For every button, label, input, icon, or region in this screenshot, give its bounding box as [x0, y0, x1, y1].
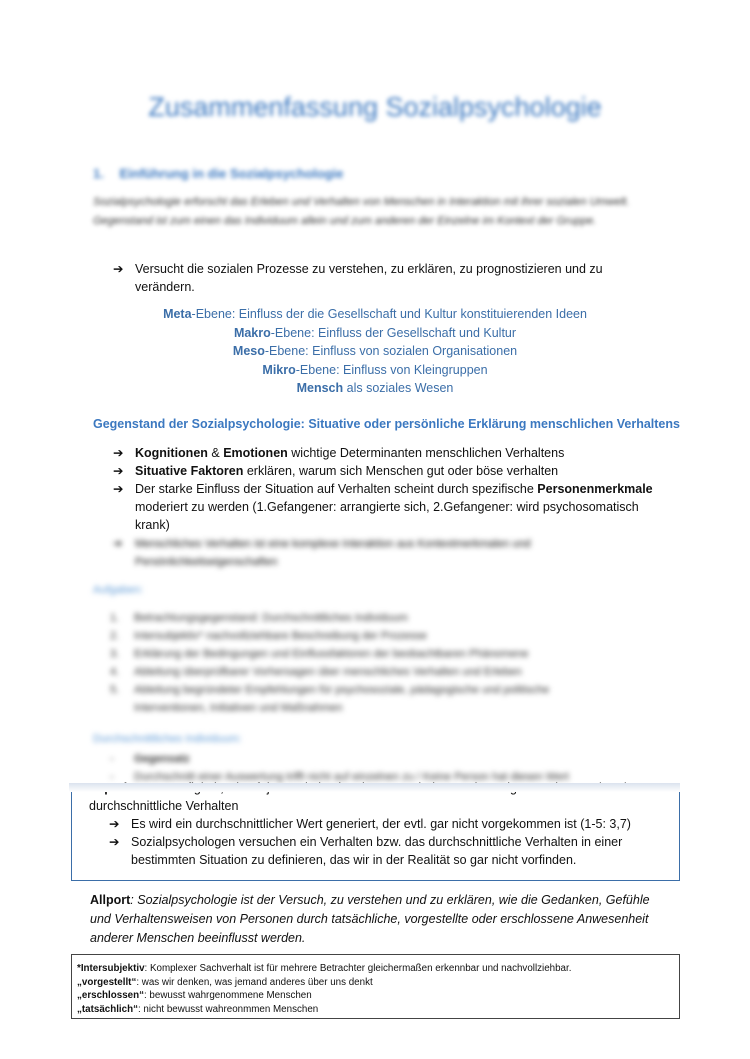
arrow-icon: ➔: [113, 482, 124, 496]
bullet-sozialprozesse: [113, 260, 633, 296]
footnote-intersubjektiv: *Intersubjektiv: Komplexer Sachverhalt ist für mehrere Betrachter gleichermaßen erkennbar und nachvollziehbar.: [77, 963, 572, 974]
arrow-icon: ➔: [109, 817, 120, 831]
experiment-bullet-1: ➔ Es wird ein durchschnittlicher Wert generiert, der evtl. gar nicht vorgekommen ist (1-5: 3,7): [109, 817, 631, 831]
footnote-erschlossen: „erschlossen“: bewusst wahrgenommene Menschen: [77, 990, 312, 1002]
gegenstand-heading: Gegenstand der Sozialpsychologie: Situative oder persönliche Erklärung menschlichen Verhaltens: [93, 417, 680, 431]
experiment-bullet-2: ➔ Sozialpsychologen versuchen ein Verhalten bzw. das durchschnittliche Verhalten in einer bestimmten Situation zu definieren, das wir in der Realität so gar nicht vorfinden.: [109, 835, 623, 867]
list-item: 4. Ableitung überprüfbarer Vorhersagen über menschliches Verhalten und Erleben: [110, 666, 522, 678]
blurred-bullet: [113, 535, 613, 571]
blur-strip: [69, 783, 680, 792]
list-item: 5. Ableitung begründeter Empfehlungen für psychosoziale, pädagogische und politische Interventionen, Initiativen und Maßnahmen: [110, 684, 550, 714]
document-title: Zusammenfassung Sozialpsychologie: [148, 92, 602, 122]
arrow-icon: ➔: [113, 464, 124, 478]
durchschnitt-heading: Durchschnittliches Individuum:: [93, 733, 242, 745]
level-meso: Meso-Ebene: Einfluss von sozialen Organisationen: [232, 344, 518, 359]
level-mensch: Mensch als soziales Wesen: [296, 381, 454, 396]
levels-list: [0, 305, 750, 398]
list-item: 3. Erklärung der Bedingungen und Einflussfaktoren der beobachtbaren Phänomene: [110, 648, 529, 660]
arrow-icon: ➔: [109, 835, 120, 849]
level-meta: Meta-Ebene: Einfluss der die Gesellschaft und Kultur konstituierenden Ideen: [163, 307, 587, 321]
arrow-icon: ➔: [113, 446, 124, 460]
section-heading-text: Einführung in die Sozialpsychologie: [119, 166, 344, 181]
list-item: - Gegensatz: [110, 753, 190, 765]
aufgaben-list: [110, 609, 620, 717]
footnote-box: [71, 954, 680, 1019]
list-item: 1. Betrachtungsgegenstand: Durchschnittliches Individuum: [110, 612, 408, 624]
gegenstand-bullet-3: ➔ Der starke Einfluss der Situation auf Verhalten scheint durch spezifische Personenmerkmale moderiert zu werden (1.Gefangener: arrangierte sich, 2.Gefangener: wird psychosomatisch krank): [113, 482, 653, 532]
aufgaben-heading: Aufgaben:: [93, 584, 144, 596]
allport-label: Allport: [90, 893, 131, 907]
gegenstand-bullet-2: ➔ Situative Faktoren erklären, warum sich Menschen gut oder böse verhalten: [113, 464, 559, 478]
section-heading: [93, 166, 343, 181]
arrow-icon: ➔: [113, 262, 124, 276]
section-number: 1.: [93, 166, 104, 181]
allport-text: : Sozialpsychologie ist der Versuch, zu verstehen und zu erklären, wie die Gedanken, Gefühle und Verhaltensweisen von Personen durch tatsächliche, vorgestellte oder erschlossene Anwesenheit anderer Menschen beeinflusst werden.: [90, 893, 650, 945]
arrow-icon: ➔: [113, 538, 123, 550]
list-item: - Durchschnitt einer Auswertung trifft nicht auf einzelnen zu / Keine Person hat diesen Wert: [110, 771, 569, 783]
intro-paragraph: Sozialpsychologie erforscht das Erleben und Verhalten von Menschen in Interaktion mit ihrer sozialen Umwelt. Gegenstand ist zum einen das Individuum allein und zum anderen der Einzelne im Kontext der Gruppe.: [93, 196, 630, 227]
footnote-tatsaechlich: „tatsächlich“: nicht bewusst wahreonmmen Menschen: [77, 1003, 319, 1015]
list-item: 2. Intersubjektiv* nachvollziehbare Beschreibung der Prozesse: [110, 630, 427, 642]
footnote-vorgestellt: „vorgestellt“: was wir denken, was jemand anderes über uns denkt: [77, 976, 373, 988]
blurred-bullet-text: Menschliches Verhalten ist eine komplexe Interaktion aus Kontextmerkmalen und Persönlichkeitseigenschaften: [135, 538, 531, 568]
level-makro: Makro-Ebene: Einfluss der Gesellschaft und Kultur: [233, 325, 517, 340]
level-mikro: Mikro-Ebene: Einfluss von Kleingruppen: [262, 362, 488, 377]
experiment-box: [71, 784, 680, 881]
allport-quote: [90, 891, 670, 948]
experiment-line: durchschnittliche Verhalten: [89, 799, 239, 813]
bullet-text: Versucht die sozialen Prozesse zu verstehen, zu erklären, zu prognostizieren und zu verändern.: [135, 262, 603, 294]
gegenstand-bullet-1: ➔ Kognitionen & Emotionen wichtige Determinanten menschlichen Verhaltens: [113, 446, 565, 460]
